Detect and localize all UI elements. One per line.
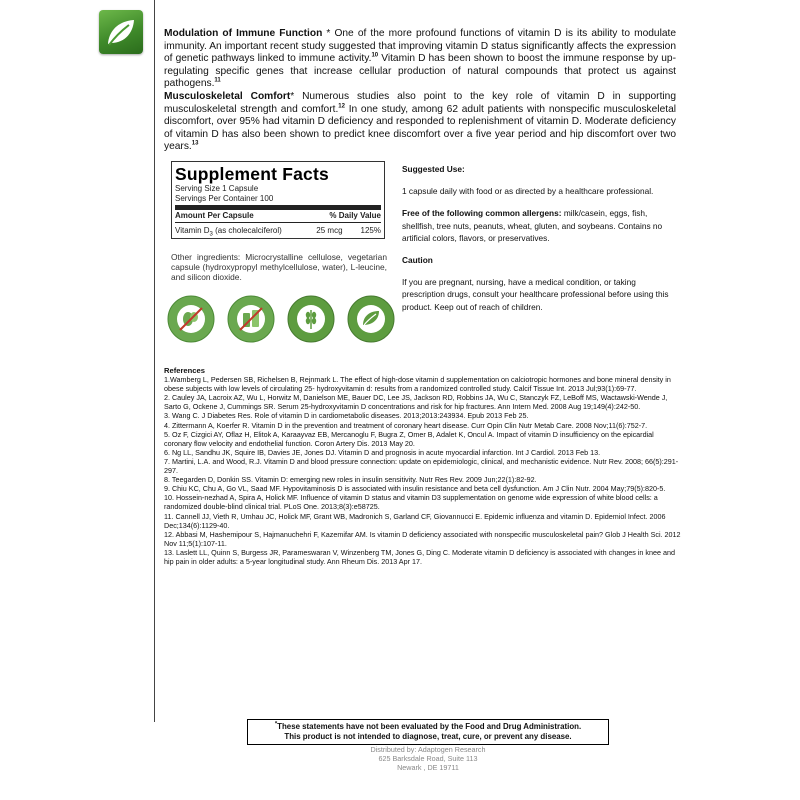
gluten-free-icon — [287, 295, 335, 343]
reference-item: 6. Ng LL, Sandhu JK, Squire IB, Davies JE, Jones DJ. Vitamin D and prognosis in acute myocardial infarction. Int J Cardiol. 2013 Feb 13. — [164, 447, 601, 457]
reference-item: 12. Abbasi M, Hashemipour S, Hajmanuchehri F, Kazemifar AM. Is vitamin D deficiency associated with nonspecific musculoskeletal pain? Glob J Health Sci. 2012 Nov 11;5(1):107-11. — [164, 529, 681, 548]
references-title: References — [164, 366, 205, 375]
thick-divider — [175, 205, 381, 210]
left-margin-rule — [154, 0, 155, 722]
reference-item: 3. Wang C. J Diabetes Res. Role of vitamin D in cardiometabolic diseases. 2013;2013:243934. Epub 2013 Feb 25. — [164, 411, 529, 421]
reference-item: 8. Teegarden D, Donkin SS. Vitamin D: emerging new roles in insulin sensitivity. Nutr Res Rev. 2009 Jun;22(1):82-92. — [164, 475, 537, 485]
reference-item: 2. Cauley JA, Lacroix AZ, Wu L, Horwitz M, Danielson ME, Bauer DC, Lee JS, Jackson RD, Robbins JA, Wu C, Stanczyk FZ, LeBoff MS, Wactawski-Wende J, Sarto G, Ockene J, Cummings SR. Serum 25-hydroxyvitamin D concentrations and risk for hip fractures. Ann Intern Med. 2008 Aug 19;149(4):242-50. — [164, 393, 668, 412]
leaf-icon — [99, 10, 143, 54]
reference-item: 10. Hossein-nezhad A, Spira A, Holick MF. Influence of vitamin D status and vitamin D3 supplementation on genome wide expression of white blood cells: a randomized double-blind clinical trial. PLoS One. 2013;8(3):e58725. — [164, 493, 658, 512]
reference-item: 13. Laslett LL, Quinn S, Burgess JR, Parameswaran V, Winzenberg TM, Jones G, Ding C. Moderate vitamin D deficiency is associated with changes in knee and hip pain in older adults: a 5-year longitudinal study. Ann Rheum Dis. 2013 Apr 17. — [164, 547, 675, 566]
reference-item: 1.Wamberg L, Pedersen SB, Richelsen B, Rejnmark L. The effect of high-dose vitamin d supplementation on calciotropic hormones and bone mineral density in obese subjects with low levels of circulating 25- hydroxyvitamin d: results from a randomized controlled study. Calcif Tissue Int. 2013 Jul;93(1):69-77. — [164, 375, 671, 394]
dv-header: % Daily Value — [329, 211, 381, 220]
other-ingredients: Other ingredients: Microcrystalline cellulose, vegetarian capsule (hydroxypropyl methylcellulose, water), L-leucine, and silicon dioxide. — [171, 252, 387, 282]
distributor-info: Distributed by: Adaptogen Research 625 Barksdale Road, Suite 113 Newark , DE 19711 — [370, 745, 486, 772]
suggested-use-section — [402, 163, 672, 323]
reference-item: 7. Martini, L.A. and Wood, R.J. Vitamin D and blood pressure connection: update on epidemiologic, clinical, and mechanistic evidence. Nutr Rev. 2008; 66(5):291-297. — [164, 456, 679, 476]
nutrient-dv: 125% — [360, 226, 381, 235]
musculo-heading: Musculoskeletal Comfort — [164, 90, 291, 102]
reference-item: 5. Oz F, Cizgici AY, Oflaz H, Elitok A, Karaayvaz EB, Mercanoglu F, Bugra Z, Omer B, Adalet K, Oncul A. Impact of vitamin D insufficiency on the epicardial coronary flow velocity and endothelial function. Coron Artery Dis. 2013 May 20. — [164, 429, 654, 448]
reference-item: 4. Zittermann A, Koerfer R. Vitamin D in the prevention and treatment of coronary heart disease. Curr Opin Clin Nutr Metab Care. 2008 Nov;11(6):752-7. — [164, 420, 648, 430]
musculo-paragraph: Musculoskeletal Comfort* Numerous studies also point to the key role of vitamin D in supporting musculoskeletal strength and comfort.$^{12}$ In one study, among 62 adult patients with nonspecific musculoskeletal discomfort, over 95% had vitamin D deficiency and responded to replenishment of vitamin D. Moderate deficiency of vitamin D has also been shown to predict knee discomfort over a five year period and hip discomfort over two years.$^{13}$ — [164, 90, 676, 153]
suggested-use-heading: Suggested Use: — [402, 164, 465, 174]
facts-header-row — [175, 211, 381, 221]
leaf-logo — [99, 10, 143, 54]
facts-row-vitamin-d — [175, 225, 381, 236]
reference-item: 9. Chiu KC, Chu A, Go VL, Saad MF. Hypovitaminosis D is associated with insulin resistance and beta cell dysfunction. Am J Clin Nutr. 2004 May;79(5):820-5. — [164, 484, 666, 494]
nutrient-amount: 25 mcg — [316, 226, 343, 235]
allergen-badges — [167, 295, 393, 343]
fda-disclaimer: *These statements have not been evaluated by the Food and Drug Administration. This product is not intended to diagnose, treat, cure, or prevent any disease. — [247, 719, 609, 745]
nutrient-name: Vitamin $D_3$ (as cholecalciferol) — [175, 226, 282, 238]
serving-size: Serving Size 1 Capsule — [175, 184, 259, 193]
immune-paragraph: Modulation of Immune Function * One of the more profound functions of vitamin D is its ability to modulate immunity. An important recent study suggested that improving vitamin D status significantly affects the expression of genetic pathways linked to immune activity.$^{10}$ Vitamin D has been shown to boost the immune response by up-regulating specific genes that increase cellular production of natural compounds that protect us against pathogens.$^{11}$ — [164, 28, 676, 90]
dairy-free-icon — [227, 295, 275, 343]
vegetarian-icon — [347, 295, 395, 343]
soy-free-icon — [167, 295, 215, 343]
references-section — [164, 366, 682, 566]
supplement-facts-panel — [171, 161, 385, 239]
thin-divider — [175, 222, 381, 223]
servings-per-container: Servings Per Container 100 — [175, 194, 274, 203]
immune-heading: Modulation of Immune Function — [164, 28, 323, 39]
caution-heading: Caution — [402, 255, 433, 266]
intro-text — [164, 28, 676, 154]
allergens-paragraph: Free of the following common allergens: milk/casein, eggs, fish, shellfish, tree nuts, peanuts, wheat, gluten, and soybeans. Contains no artificial colors, flavors, or preservatives. — [402, 208, 663, 243]
caution-text: If you are pregnant, nursing, have a medical condition, or taking prescription drugs, consult your healthcare professional before using this product. Keep out of reach of children. — [402, 277, 669, 312]
supplement-facts-title: Supplement Facts — [175, 164, 329, 184]
suggested-use-text: 1 capsule daily with food or as directed by a healthcare professional. — [402, 186, 654, 197]
reference-item: 11. Cannell JJ, Vieth R, Umhau JC, Holick MF, Grant WB, Madronich S, Garland CF, Giovannucci E. Epidemic influenza and vitamin D. Epidemiol Infect. 2006 Dec;134(6):1129-40. — [164, 511, 666, 530]
amount-header: Amount Per Capsule — [175, 211, 254, 220]
